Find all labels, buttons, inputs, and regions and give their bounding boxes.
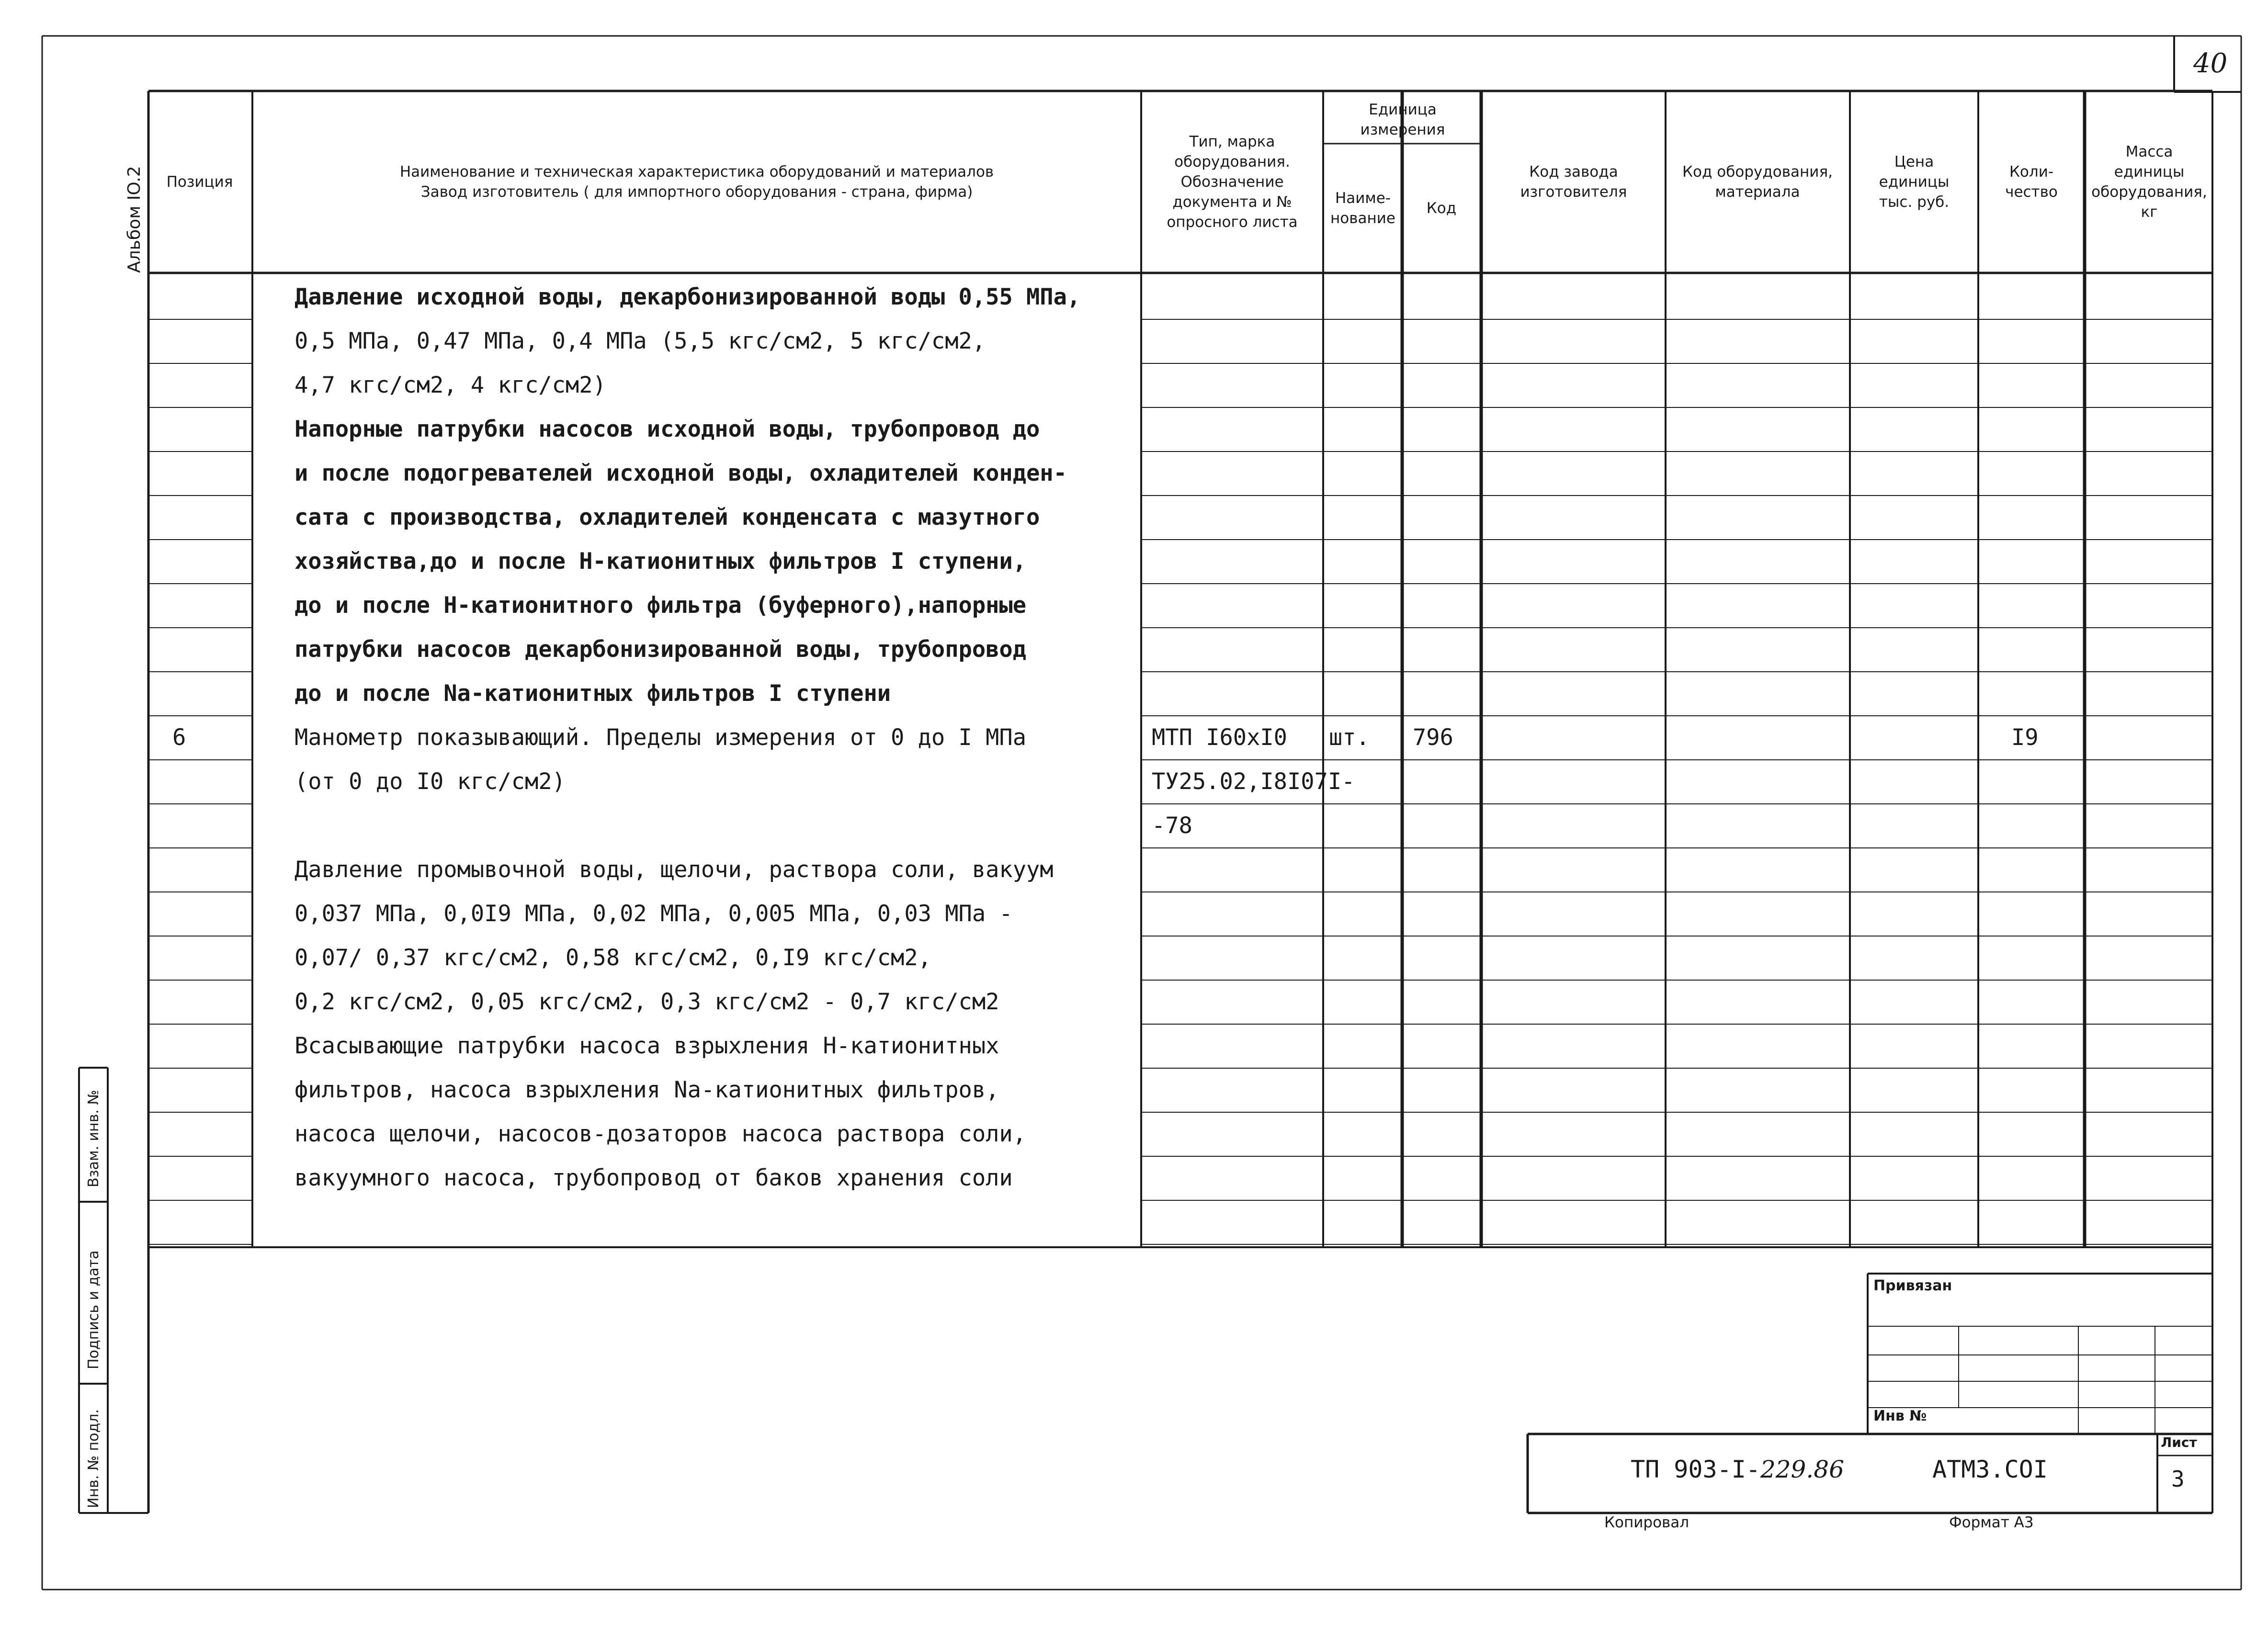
row-name: насоса щелочи, насосов-дозаторов насоса раствора соли, (295, 1121, 1027, 1147)
header-price: Цена единицы тыс. руб. (1879, 153, 1950, 211)
stamp-inv-no: Инв № (1873, 1408, 1927, 1424)
stamp-sheet-number: 3 (2171, 1466, 2185, 1492)
header-quantity: Коли- чество (2005, 163, 2058, 201)
header-unit-name: Наиме- нование (1330, 190, 1395, 227)
row-name: сата с производства, охладителей конденсата с мазутного (295, 504, 1040, 530)
footer-format: Формат А3 (1949, 1514, 2034, 1531)
header-position: Позиция (166, 173, 233, 191)
document-number: 229.86 (1760, 1456, 1844, 1483)
row-type: МТП I60хI0 (1152, 724, 1287, 751)
header-equipment-code: Код оборудования, материала (1682, 163, 1833, 201)
document-code: АТМЗ.СОI (1932, 1456, 2048, 1483)
row-name: Напорные патрубки насосов исходной воды, трубопровод до (295, 416, 1040, 442)
row-name: до и после Na-катионитных фильтров I ступени (295, 680, 891, 707)
header-unit-code: Код (1426, 200, 1457, 217)
row-name: вакуумного насоса, трубопровод от баков хранения соли (295, 1165, 1013, 1191)
row-quantity: I9 (2011, 724, 2039, 751)
footer-copied: Копировал (1604, 1514, 1690, 1531)
row-name: хозяйства,до и после Н-катионитных фильтров I ступени, (295, 548, 1027, 575)
row-name: 0,07/ 0,37 кгс/см2, 0,58 кгс/см2, 0,I9 кгс/см2, (295, 945, 931, 971)
header-type: Тип, марка оборудования. Обозначение документа и № опросного листа (1167, 133, 1298, 231)
row-name: патрубки насосов декарбонизированной воды, трубопровод (295, 636, 1027, 663)
row-type: ТУ25.02,I8I07I- (1152, 768, 1355, 795)
row-name: 0,5 МПа, 0,47 МПа, 0,4 МПа (5,5 кгс/см2, 5 кгс/см2, (295, 328, 986, 354)
document-prefix: ТП 903-I- (1631, 1456, 1760, 1483)
row-name: 4,7 кгс/см2, 4 кгс/см2) (295, 372, 606, 398)
side-stamp-podpis: Подпись и дата (85, 1250, 102, 1369)
header-factory-code: Код завода изготовителя (1520, 163, 1627, 201)
row-name: 0,2 кгс/см2, 0,05 кгс/см2, 0,3 кгс/см2 - 0,7 кгс/см2 (295, 989, 999, 1015)
header-mass: Масса единицы оборудования, кг (2091, 143, 2207, 221)
row-name: фильтров, насоса взрыхления Na-катионитных фильтров, (295, 1077, 999, 1103)
side-stamp-vzam: Взам. инв. № (85, 1090, 102, 1187)
stamp-privyazan: Привязан (1873, 1277, 1952, 1294)
row-name: Всасывающие патрубки насоса взрыхления Н-катионитных (295, 1033, 999, 1059)
row-code: 796 (1413, 724, 1453, 751)
header-unit-group: Единица измерения (1360, 101, 1445, 138)
row-type: -78 (1152, 812, 1192, 839)
side-stamp-inv: Инв. № подл. (85, 1409, 102, 1508)
row-name: Давление промывочной воды, щелочи, раствора соли, вакуум (295, 857, 1054, 883)
row-name: до и после Н-катионитного фильтра (буферного),напорные (295, 592, 1027, 619)
document-designation (1631, 1456, 1844, 1483)
row-position: 6 (172, 724, 186, 751)
page-number: 40 (2193, 48, 2228, 79)
album-label: Альбом IO.2 (125, 166, 144, 273)
stamp-sheet-label: Лист (2161, 1434, 2197, 1450)
row-name: Манометр показывающий. Пределы измерения от 0 до I МПа (295, 724, 1027, 751)
header-name: Наименование и техническая характеристика оборудований и материалов Завод изготовитель ( для импортного оборудования - страна, фирма) (399, 163, 994, 201)
row-name: Давление исходной воды, декарбонизированной воды 0,55 МПа, (295, 284, 1081, 310)
row-unit: шт. (1329, 724, 1370, 751)
row-name: (от 0 до I0 кгс/см2) (295, 768, 566, 795)
row-name: и после подогревателей исходной воды, охладителей конден- (295, 460, 1067, 486)
row-name: 0,037 МПа, 0,0I9 МПа, 0,02 МПа, 0,005 МПа, 0,03 МПа - (295, 901, 1013, 927)
